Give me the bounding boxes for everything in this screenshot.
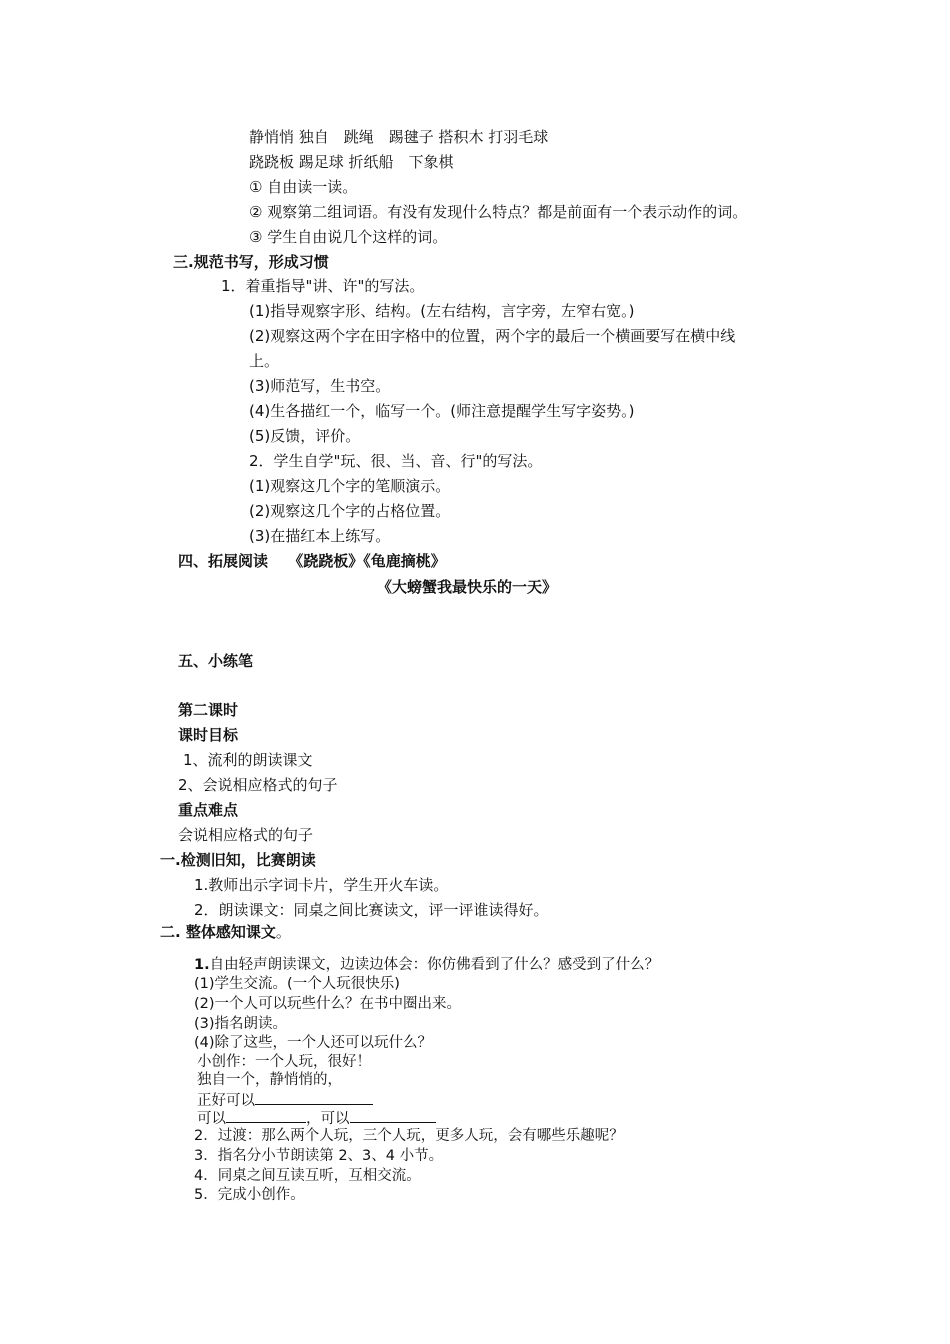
perceive-sub-3: (3)指名朗读。 [194, 1016, 288, 1032]
step-observe-words: ② 观察第二组词语。有没有发现什么特点？都是前面有一个表示动作的词。 [249, 203, 748, 221]
sub-item-2-cont: 上。 [249, 352, 280, 370]
creation-line-3: 可以 ，可以 [197, 1107, 436, 1128]
word-list-line-1: 静悄悄 独自 跳绳 踢毽子 搭积木 打羽毛球 [249, 128, 549, 146]
reading-title: 《大螃蟹我最快乐的一天》 [377, 578, 558, 596]
section-heading-2: 二. 整体感知课文。 [160, 923, 291, 941]
creation-line-2: 正好可以 [197, 1089, 373, 1110]
sub-item-2: (2)观察这两个字在田字格中的位置，两个字的最后一个横画要写在横中线 [249, 327, 736, 345]
item-2: 2．学生自学"玩、很、当、音、行"的写法。 [249, 452, 543, 470]
sub-item-1: (1)指导观察字形、结构。(左右结构，言字旁，左窄右宽。) [249, 302, 635, 320]
perceive-sub-1: (1)学生交流。(一个人玩很快乐) [194, 976, 400, 992]
goal-2: 2、会说相应格式的句子 [178, 776, 338, 794]
key-point: 会说相应格式的句子 [178, 826, 314, 844]
section-heading-4: 四、拓展阅读 《跷跷板》《龟鹿摘桃》 [178, 552, 446, 570]
section-heading-3: 三.规范书写，形成习惯 [173, 253, 329, 271]
step-read-freely: ① 自由读一读。 [249, 178, 358, 196]
perceive-item-5: 5．完成小创作。 [194, 1187, 305, 1203]
key-points-heading: 重点难点 [178, 801, 239, 819]
perceive-item-4: 4．同桌之间互读互听，互相交流。 [194, 1168, 421, 1184]
perceive-sub-4: (4)除了这些，一个人还可以玩什么？ [194, 1035, 433, 1051]
word-list-line-2: 跷跷板 踢足球 折纸船 下象棋 [249, 153, 454, 171]
creation-prompt: 小创作：一个人玩，很好！ [197, 1054, 371, 1070]
perceive-sub-2: (2)一个人可以玩些什么？在书中圈出来。 [194, 996, 462, 1012]
perceive-item-1: 1.自由轻声朗读课文，边读边体会：你仿佛看到了什么？感受到了什么？ [194, 957, 660, 973]
section-heading-5: 五、小练笔 [178, 652, 254, 670]
review-item-1: 1.教师出示字词卡片，学生开火车读。 [194, 876, 449, 894]
goals-heading: 课时目标 [178, 726, 239, 744]
perceive-item-3: 3．指名分小节朗读第 2、3、4 小节。 [194, 1148, 444, 1164]
perceive-item-2: 2．过渡：那么两个人玩，三个人玩，更多人玩，会有哪些乐趣呢？ [194, 1128, 624, 1144]
lesson-2-heading: 第二课时 [178, 701, 239, 719]
item-2-sub-2: (2)观察这几个字的占格位置。 [249, 502, 451, 520]
sub-item-3: (3)师范写，生书空。 [249, 377, 391, 395]
step-say-words: ③ 学生自由说几个这样的词。 [249, 228, 448, 246]
fill-in-blank [350, 1107, 436, 1123]
goal-1: 1、流利的朗读课文 [183, 751, 313, 769]
review-item-2: 2．朗读课文：同桌之间比赛读文，评一评谁读得好。 [194, 901, 549, 919]
sub-item-5: (5)反馈，评价。 [249, 427, 361, 445]
item-2-sub-1: (1)观察这几个字的笔顺演示。 [249, 477, 451, 495]
fill-in-blank [226, 1107, 306, 1123]
item-1: 1．着重指导"讲、许"的写法。 [221, 277, 425, 295]
creation-line-1: 独自一个，静悄悄的， [197, 1072, 342, 1088]
sub-item-4: (4)生各描红一个，临写一个。(师注意提醒学生写字姿势。) [249, 402, 635, 420]
fill-in-blank [255, 1089, 373, 1105]
item-2-sub-3: (3)在描红本上练写。 [249, 527, 391, 545]
section-heading-1: 一.检测旧知，比赛朗读 [160, 851, 316, 869]
